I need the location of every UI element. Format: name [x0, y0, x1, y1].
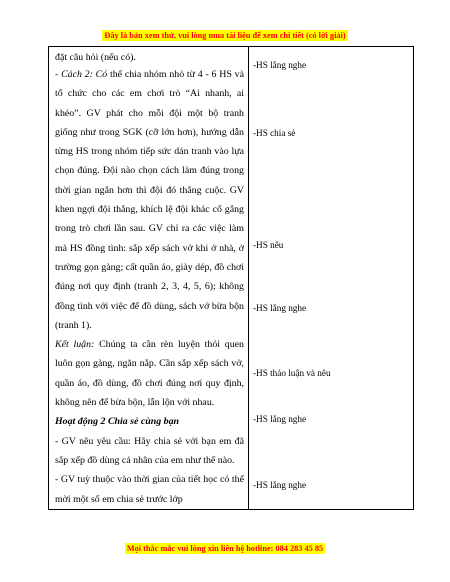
text: Chúng ta cần rèn luyện thói quen luôn gọn gàng, ngăn nắp. Cần sắp xếp sách vở, quần áo, đồ dùng, đồ chơi đúng nơi quy định, không nên để bừa bộn, lẫn lộn với nhau. — [55, 339, 244, 409]
student-activity: -HS lắng nghe — [253, 480, 307, 490]
table-row — [49, 47, 414, 510]
student-activity: -HS lắng nghe — [253, 60, 307, 70]
preview-banner — [0, 25, 450, 43]
paragraph — [55, 412, 244, 431]
preview-banner-text: Đây là bản xem thử, vui lòng mua tài liệu để xem chi tiết (có lời giải) — [104, 31, 346, 40]
activity-heading: Hoạt động 2 Chia sẻ cùng bạn — [55, 416, 180, 428]
student-activity: -HS chia sẻ — [253, 128, 296, 138]
paragraph — [55, 470, 244, 509]
text: - GV nêu yêu cầu: Hãy chia sẻ với bạn em đã sắp xếp đồ dùng cá nhân của em như thế nào. — [55, 435, 244, 466]
student-activity: -HS nêu — [253, 240, 284, 250]
conclusion-label: Kết luận: — [55, 339, 95, 351]
teacher-activities-cell — [49, 47, 249, 510]
paragraph — [55, 50, 244, 65]
hotline-banner — [0, 538, 450, 556]
hotline-banner-text: Mọi thắc mắc vui lòng xin liên hệ hotline: 084 283 45 85 — [126, 544, 324, 553]
lesson-table — [48, 46, 414, 510]
text: đặt câu hỏi (nếu có). — [55, 52, 136, 63]
student-activity: -HS lắng nghe — [253, 414, 307, 424]
text-italic: Cách 2: Có — [61, 69, 108, 80]
paragraph — [55, 335, 244, 412]
text: - GV tuỳ thuộc vào thời gian của tiết học có thể mời một số em chia sẻ trước lớp — [55, 474, 244, 505]
text: thể chia nhóm nhỏ từ 4 - 6 HS và tổ chức cho các em chơi trò “Ai nhanh, ai khéo”. GV phát cho mỗi đội một bộ tranh giống như trong SGK (cỡ lớn hơn), hướng dẫn từng HS trong nhóm tiếp sức dán tranh vào lựa chọn đúng. Đội nào chọn cách làm đúng trong thời gian ngắn hơn thì đội đó thắng cuộc. GV khen ngợi đội thắng, khích lệ đội khác cố gắng trong trò chơi lần sau. GV chỉ ra các việc làm mà HS đồng tình: sắp xếp sách vở khi ở nhà, ở trường gọn gàng; cất quần áo, giày dép, đồ chơi đúng nơi quy định (tranh 2, 3, 4, 5, 6); không đồng tình với việc để đồ dùng, sách vở bừa bộn (tranh 1). — [55, 69, 244, 331]
paragraph — [55, 432, 244, 471]
student-activities-cell — [249, 47, 414, 510]
paragraph — [55, 65, 244, 335]
text: - — [55, 69, 62, 80]
student-activity: -HS lắng nghe — [253, 303, 307, 313]
student-activity: -HS thảo luận và nêu — [253, 368, 331, 378]
